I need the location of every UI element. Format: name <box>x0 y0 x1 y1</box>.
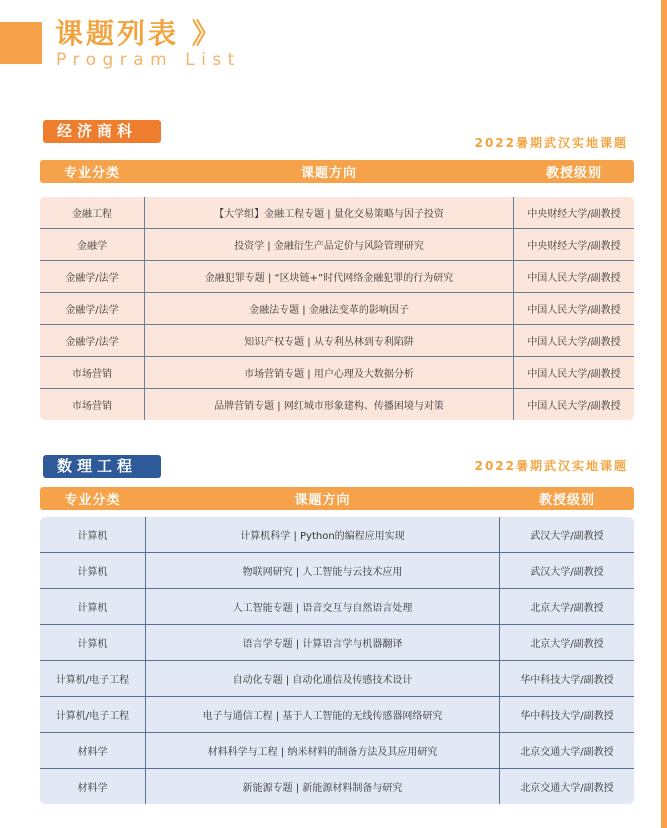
cell-major: 材料学 <box>77 747 108 758</box>
table-row <box>40 260 634 292</box>
cell-professor: 武汉大学/副教授 <box>530 531 604 542</box>
cell-professor: 北京大学/副教授 <box>530 603 604 614</box>
cell-major: 金融工程 <box>72 209 112 220</box>
cell-major: 材料学 <box>77 783 108 794</box>
table-row <box>40 228 634 260</box>
cell-major: 计算机 <box>77 639 108 650</box>
table-row <box>40 356 634 388</box>
cell-topic: 新能源专题 | 新能源材料制备与研究 <box>145 769 500 804</box>
cell-major: 计算机 <box>77 603 108 614</box>
cell-major: 金融学 <box>77 241 107 252</box>
column-header-major: 专业分类 <box>63 166 120 181</box>
table-row <box>40 732 634 768</box>
table-body <box>40 517 634 804</box>
table-header <box>40 487 634 510</box>
column-header-professor: 教授级别 <box>545 166 602 181</box>
cell-professor: 北京大学/副教授 <box>530 639 604 650</box>
column-header-professor: 教授级别 <box>538 493 595 508</box>
cell-professor: 华中科技大学/副教授 <box>520 675 614 686</box>
cell-professor: 中央财经大学/副教授 <box>527 241 621 252</box>
table-row <box>40 588 634 624</box>
section-badge: 经济商科 <box>43 120 161 143</box>
cell-major: 市场营销 <box>72 401 112 412</box>
table-row <box>40 517 634 552</box>
cell-topic: 语言学专题 | 计算语言学与机器翻译 <box>145 625 500 660</box>
section-subtitle: 2022暑期武汉实地课题 <box>474 459 628 473</box>
cell-topic: 市场营销专题 | 用户心理及大数据分析 <box>144 357 514 388</box>
cell-major: 金融学/法学 <box>65 337 119 348</box>
table-body <box>40 197 634 420</box>
cell-professor: 北京交通大学/副教授 <box>520 783 614 794</box>
cell-topic: 【大学组】金融工程专题 | 量化交易策略与因子投资 <box>144 197 514 228</box>
cell-professor: 中央财经大学/副教授 <box>527 209 621 220</box>
cell-major: 计算机/电子工程 <box>55 675 130 686</box>
cell-professor: 北京交通大学/副教授 <box>520 747 614 758</box>
cell-topic: 投资学 | 金融衍生产品定价与风险管理研究 <box>144 229 514 260</box>
column-header-topic: 课题方向 <box>294 493 351 508</box>
cell-major: 市场营销 <box>72 369 112 380</box>
page-title: 课题列表 》 <box>55 17 223 50</box>
column-header-major: 专业分类 <box>64 493 121 508</box>
cell-professor: 中国人民大学/副教授 <box>527 369 621 380</box>
cell-major: 计算机 <box>77 531 108 542</box>
cell-topic: 品牌营销专题 | 网红城市形象建构、传播困境与对策 <box>144 389 514 420</box>
cell-professor: 中国人民大学/副教授 <box>527 273 621 284</box>
cell-topic: 知识产权专题 | 从专利丛林到专利陷阱 <box>144 325 514 356</box>
cell-topic: 物联网研究 | 人工智能与云技术应用 <box>145 553 500 588</box>
column-header-topic: 课题方向 <box>300 166 357 181</box>
section-economics <box>40 120 634 420</box>
cell-professor: 武汉大学/副教授 <box>530 567 604 578</box>
cell-professor: 中国人民大学/副教授 <box>527 337 621 348</box>
cell-topic: 材料科学与工程 | 纳米材料的制备方法及其应用研究 <box>145 733 500 768</box>
cell-topic: 金融犯罪专题 | “区块链+”时代网络金融犯罪的行为研究 <box>144 261 514 292</box>
cell-major: 金融学/法学 <box>65 305 119 316</box>
corner-decoration <box>0 22 42 64</box>
cell-professor: 中国人民大学/副教授 <box>527 305 621 316</box>
cell-topic: 电子与通信工程 | 基于人工智能的无线传感器网络研究 <box>145 697 500 732</box>
cell-major: 计算机 <box>77 567 108 578</box>
table-row <box>40 197 634 228</box>
cell-major: 金融学/法学 <box>65 273 119 284</box>
cell-topic: 人工智能专题 | 语音交互与自然语言处理 <box>145 589 500 624</box>
table-row <box>40 292 634 324</box>
section-badge: 数理工程 <box>43 455 161 478</box>
table-row <box>40 696 634 732</box>
section-science-engineering <box>40 455 634 815</box>
right-edge-stripe <box>661 0 667 828</box>
table-row <box>40 660 634 696</box>
table-row <box>40 324 634 356</box>
cell-topic: 金融法专题 | 金融法变革的影响因子 <box>144 293 514 324</box>
table-row <box>40 388 634 420</box>
table-row <box>40 552 634 588</box>
page-subtitle-en: Program List <box>56 50 241 70</box>
cell-professor: 华中科技大学/副教授 <box>520 711 614 722</box>
cell-topic: 自动化专题 | 自动化通信及传感技术设计 <box>145 661 500 696</box>
cell-topic: 计算机科学 | Python的编程应用实现 <box>145 517 500 552</box>
cell-professor: 中国人民大学/副教授 <box>527 401 621 412</box>
table-row <box>40 768 634 804</box>
table-header <box>40 160 634 183</box>
cell-major: 计算机/电子工程 <box>55 711 130 722</box>
section-subtitle: 2022暑期武汉实地课题 <box>474 136 628 150</box>
table-row <box>40 624 634 660</box>
